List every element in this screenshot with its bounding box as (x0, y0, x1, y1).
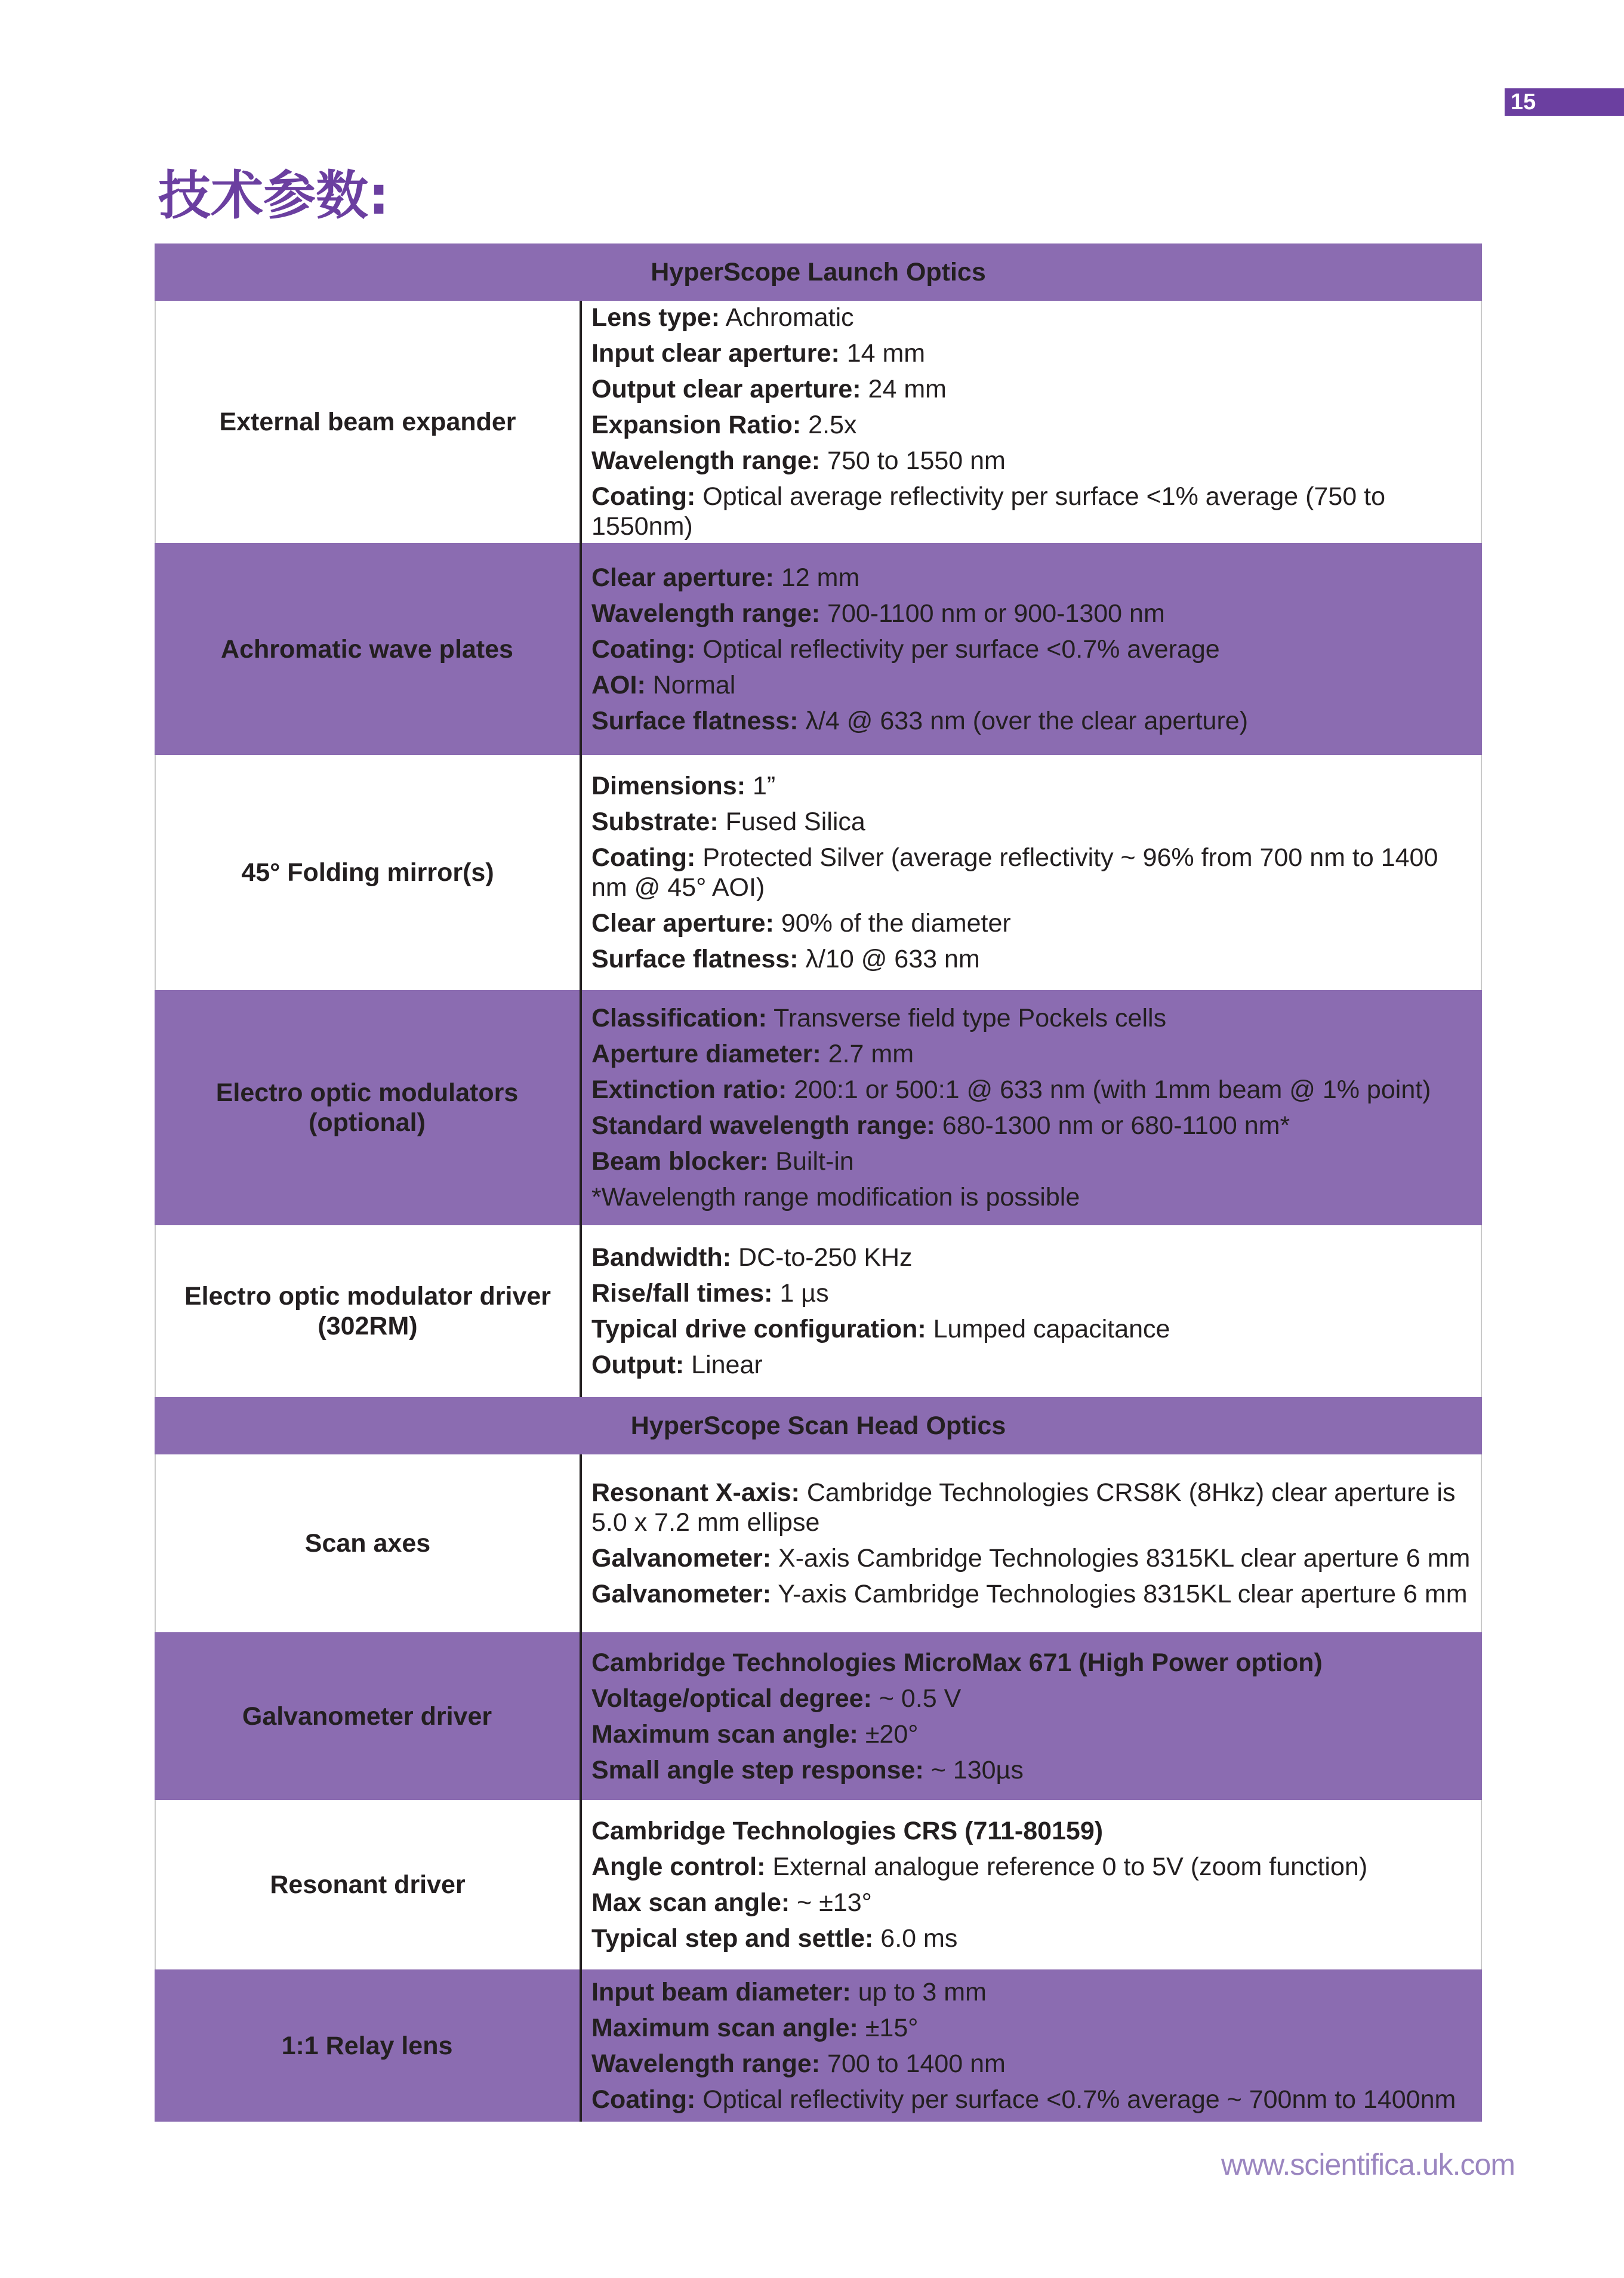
spec-key: Dimensions: (591, 772, 746, 800)
spec-value: up to 3 mm (850, 1977, 987, 2006)
spec-value: λ/4 @ 633 nm (over the clear aperture) (798, 706, 1249, 735)
spec-line (591, 1885, 1472, 1921)
spec-line (591, 1974, 1474, 2010)
spec-value: 700 to 1400 nm (820, 2049, 1006, 2078)
spec-line (591, 371, 1472, 407)
spec-value: 12 mm (774, 563, 860, 592)
spec-value: 14 mm (839, 339, 926, 368)
spec-line (591, 2010, 1474, 2046)
spec-key: Clear aperture: (591, 909, 774, 938)
spec-row-modulator-driver (155, 1225, 1482, 1397)
spec-key: Clear aperture: (591, 563, 774, 592)
spec-key: Extinction ratio: (591, 1075, 787, 1104)
spec-table (155, 243, 1482, 2122)
spec-label: 45° Folding mirror(s) (155, 755, 580, 990)
spec-label: Electro optic modulators (optional) (215, 1078, 519, 1137)
spec-label: 1:1 Relay lens (281, 2031, 453, 2060)
spec-key: Beam blocker: (591, 1147, 769, 1176)
spec-line (591, 1275, 1472, 1311)
section-header-launch-optics: HyperScope Launch Optics (155, 243, 1482, 301)
spec-value: Linear (684, 1351, 763, 1379)
spec-value: Protected Silver (average reflectivity ~ 96% from 700 nm to 1400 nm @ 45° AOI) (591, 843, 1438, 902)
spec-value: ±15° (858, 2013, 919, 2042)
spec-value: λ/10 @ 633 nm (798, 945, 980, 973)
spec-key: Input beam diameter: (591, 1977, 851, 2006)
spec-values (580, 301, 1482, 543)
spec-value: Y-axis Cambridge Technologies 8315KL clear aperture 6 mm (771, 1580, 1468, 1608)
spec-key: Input clear aperture: (591, 339, 840, 368)
spec-line (591, 1752, 1474, 1788)
spec-line (591, 1813, 1472, 1849)
page-number: 15 (1505, 88, 1624, 116)
spec-line (591, 1475, 1472, 1540)
spec-key: AOI: (591, 670, 646, 699)
spec-key: Coating: (591, 2085, 696, 2114)
spec-line (591, 335, 1472, 371)
spec-value: ±20° (858, 1719, 919, 1749)
spec-line (591, 300, 1472, 335)
spec-row-scan-axes (155, 1454, 1482, 1632)
spec-key: Galvanometer: (591, 1580, 772, 1608)
spec-line (591, 768, 1472, 804)
spec-key: Surface flatness: (591, 945, 799, 973)
spec-key: Typical drive configuration: (591, 1315, 926, 1343)
spec-value: 750 to 1550 nm (820, 446, 1006, 475)
spec-key: Output: (591, 1351, 685, 1379)
spec-label: External beam expander (155, 301, 580, 543)
spec-value: Normal (645, 670, 736, 699)
spec-row-relay-lens (155, 1969, 1482, 2122)
spec-line (591, 905, 1472, 941)
spec-line (591, 2046, 1474, 2082)
spec-values (580, 755, 1482, 990)
spec-label: Resonant driver (155, 1800, 580, 1969)
spec-line (591, 479, 1472, 544)
spec-key: Galvanometer: (591, 1544, 772, 1573)
spec-row-electro-optic-modulators (155, 990, 1482, 1225)
spec-line (591, 1716, 1474, 1752)
spec-value: X-axis Cambridge Technologies 8315KL clear aperture 6 mm (771, 1544, 1471, 1573)
spec-value: 2.7 mm (821, 1040, 914, 1068)
spec-line (591, 560, 1474, 596)
spec-footnote: *Wavelength range modification is possible (591, 1183, 1080, 1212)
spec-value: 6.0 ms (873, 1924, 958, 1953)
spec-values (580, 543, 1482, 755)
spec-line (591, 667, 1474, 703)
spec-key: Surface flatness: (591, 706, 799, 735)
spec-line (591, 1072, 1474, 1108)
spec-values (580, 990, 1482, 1225)
spec-key: Cambridge Technologies CRS (711-80159) (591, 1817, 1104, 1845)
spec-key: Expansion Ratio: (591, 411, 802, 439)
spec-row-resonant-driver (155, 1800, 1482, 1969)
spec-line (591, 1681, 1474, 1716)
spec-row-external-beam-expander (155, 301, 1482, 543)
spec-key: Wavelength range: (591, 599, 821, 628)
spec-value: ~ 130µs (923, 1755, 1024, 1784)
spec-key: Cambridge Technologies MicroMax 671 (High Power option) (591, 1648, 1323, 1677)
spec-label: Galvanometer driver (242, 1701, 492, 1731)
spec-value: 680-1300 nm or 680-1100 nm* (935, 1111, 1290, 1140)
footer-url[interactable]: www.scientifica.uk.com (1221, 2148, 1515, 2181)
page-title: 技术参数: (158, 165, 390, 226)
spec-value: Optical reflectivity per surface <0.7% average (695, 634, 1220, 664)
spec-row-galvanometer-driver (155, 1632, 1482, 1800)
spec-key: Typical step and settle: (591, 1924, 874, 1953)
spec-line (591, 2082, 1474, 2117)
spec-value: 700-1100 nm or 900-1300 nm (820, 599, 1165, 628)
spec-values (580, 1454, 1482, 1632)
spec-key: Coating: (591, 634, 696, 664)
spec-label: Achromatic wave plates (221, 634, 513, 664)
spec-key: Voltage/optical degree: (591, 1684, 872, 1713)
spec-value: 2.5x (801, 411, 857, 439)
spec-value: Achromatic (720, 303, 854, 332)
spec-value: DC-to-250 KHz (731, 1243, 913, 1272)
spec-line (591, 804, 1472, 840)
spec-value: ~ 0.5 V (871, 1684, 962, 1713)
spec-line (591, 631, 1474, 667)
spec-values (580, 1632, 1482, 1800)
spec-values (580, 1225, 1482, 1397)
spec-line (591, 1347, 1472, 1383)
spec-line (591, 1108, 1474, 1143)
spec-line (591, 1540, 1472, 1576)
spec-key: Substrate: (591, 807, 719, 836)
spec-value: Built-in (768, 1147, 854, 1176)
spec-value: 200:1 or 500:1 @ 633 nm (with 1mm beam @ 1% point) (787, 1075, 1431, 1104)
spec-line (591, 1576, 1472, 1612)
spec-value: External analogue reference 0 to 5V (zoom function) (765, 1852, 1368, 1881)
spec-value: Transverse field type Pockels cells (766, 1004, 1167, 1032)
spec-key: Small angle step response: (591, 1755, 924, 1784)
section-header-scan-head-optics: HyperScope Scan Head Optics (155, 1397, 1482, 1454)
spec-label: Electro optic modulator driver (302RM) (155, 1225, 580, 1397)
spec-line (591, 1849, 1472, 1885)
spec-key: Max scan angle: (591, 1888, 790, 1917)
spec-line (591, 1036, 1474, 1072)
spec-key: Resonant X-axis: (591, 1478, 800, 1507)
spec-key: Maximum scan angle: (591, 2013, 858, 2042)
spec-key: Output clear aperture: (591, 375, 861, 403)
spec-key: Angle control: (591, 1852, 766, 1881)
spec-label: Scan axes (155, 1454, 580, 1632)
spec-key: Maximum scan angle: (591, 1719, 858, 1749)
spec-value: Optical average reflectivity per surface <1% average (750 to 1550nm) (591, 482, 1385, 541)
spec-key: Standard wavelength range: (591, 1111, 935, 1140)
spec-key: Rise/fall times: (591, 1279, 773, 1308)
spec-row-achromatic-wave-plates (155, 543, 1482, 755)
spec-line (591, 407, 1472, 443)
spec-key: Aperture diameter: (591, 1040, 821, 1068)
spec-key: Bandwidth: (591, 1243, 732, 1272)
spec-key: Wavelength range: (591, 446, 821, 475)
spec-line (591, 840, 1472, 905)
spec-value: 24 mm (861, 375, 947, 403)
spec-line (591, 1645, 1474, 1681)
spec-value: Lumped capacitance (926, 1315, 1170, 1343)
spec-value: Optical reflectivity per surface <0.7% average ~ 700nm to 1400nm (695, 2085, 1456, 2114)
spec-line (591, 703, 1474, 739)
spec-line (591, 941, 1472, 977)
spec-line (591, 1240, 1472, 1275)
spec-value: Fused Silica (718, 807, 865, 836)
spec-value: 1 µs (772, 1279, 829, 1308)
spec-key: Coating: (591, 843, 696, 872)
spec-line (591, 1000, 1474, 1036)
spec-key: Coating: (591, 482, 696, 511)
spec-line (591, 1143, 1474, 1179)
spec-value: 1” (745, 772, 776, 800)
spec-row-folding-mirrors (155, 755, 1482, 990)
spec-value: 90% of the diameter (774, 909, 1011, 938)
spec-line (591, 1179, 1474, 1215)
spec-key: Classification: (591, 1004, 767, 1032)
spec-value: ~ ±13° (790, 1888, 872, 1917)
spec-line (591, 1921, 1472, 1956)
spec-line (591, 443, 1472, 479)
spec-key: Lens type: (591, 303, 720, 332)
spec-values (580, 1800, 1482, 1969)
spec-line (591, 1311, 1472, 1347)
spec-value: Cambridge Technologies CRS8K (8Hkz) clear aperture is 5.0 x 7.2 mm ellipse (591, 1478, 1456, 1537)
spec-line (591, 596, 1474, 631)
spec-key: Wavelength range: (591, 2049, 821, 2078)
spec-values (580, 1969, 1482, 2122)
